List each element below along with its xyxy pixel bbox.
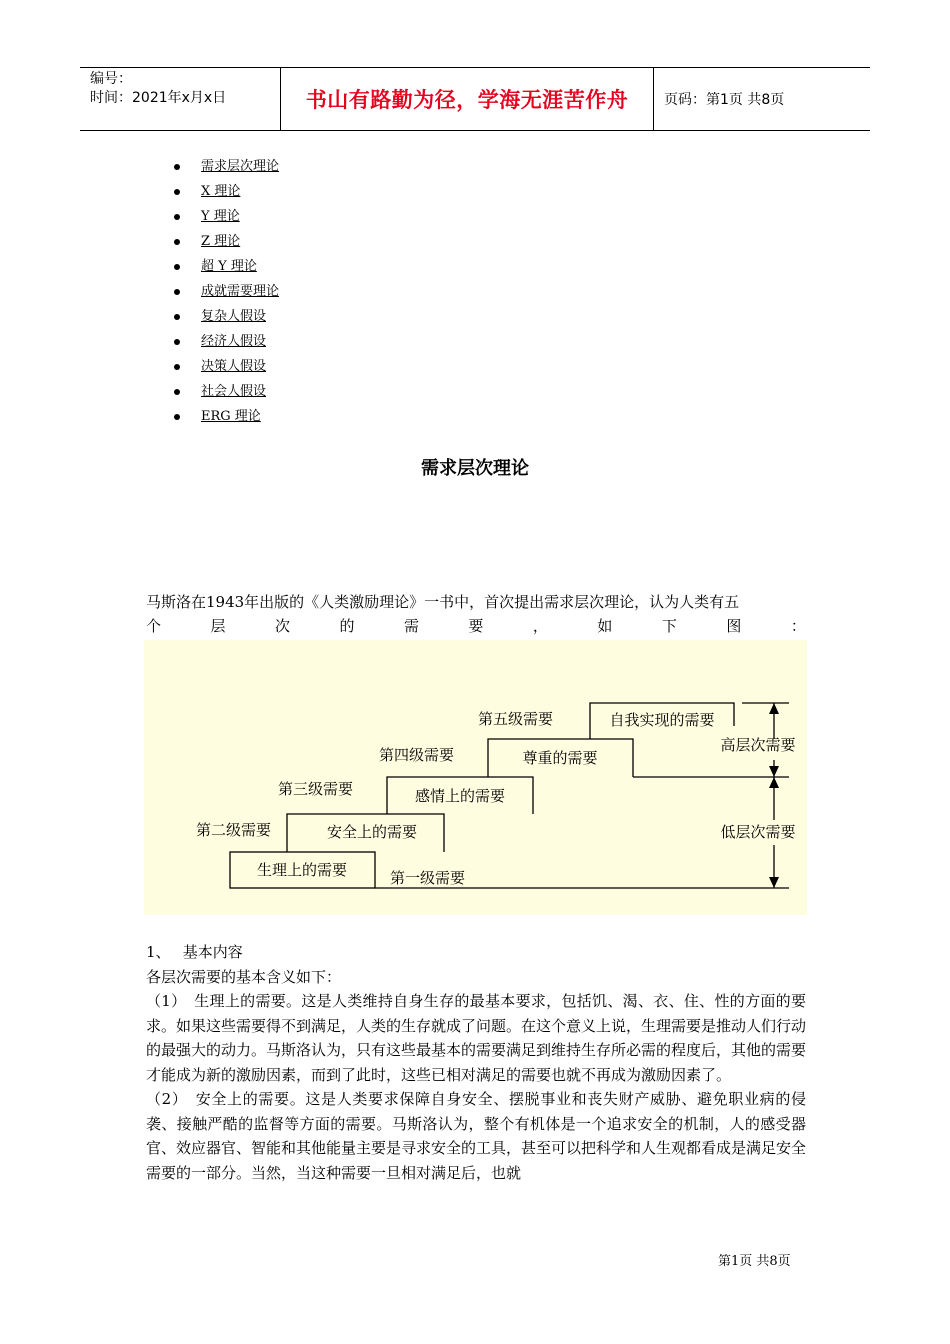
- table-of-contents: [146, 157, 279, 432]
- step-box-label: 尊重的需要: [522, 749, 598, 767]
- toc-item[interactable]: [146, 232, 279, 257]
- intro-line-2: [146, 614, 806, 638]
- step-box-label: 感情上的需要: [414, 787, 506, 805]
- intro-char: 要: [468, 617, 484, 635]
- intro-char: 图: [726, 617, 742, 635]
- header-meta: [80, 68, 281, 130]
- toc-item[interactable]: [146, 307, 279, 332]
- toc-item[interactable]: [146, 332, 279, 357]
- intro-line-1: 马斯洛在1943年出版的《人类激励理论》一书中，首次提出需求层次理论，认为人类有五: [146, 593, 740, 611]
- toc-link[interactable]: Z 理论: [201, 234, 241, 249]
- toc-link[interactable]: 需求层次理论: [201, 159, 280, 174]
- intro-char: 需: [403, 617, 419, 635]
- header-page-cell: [654, 68, 870, 130]
- arrowhead-down-icon: [769, 877, 779, 888]
- intro-char: 如: [597, 617, 613, 635]
- intro-char: 次: [274, 617, 290, 635]
- high-level-label: 高层次需要: [720, 736, 796, 754]
- intro-char: 的: [339, 617, 355, 635]
- toc-link[interactable]: 复杂人假设: [201, 309, 267, 324]
- paragraph-safety: （2） 安全上的需要。这是人类要求保障自身安全、摆脱事业和丧失财产威胁、避免职业病的侵袭、接触严酷的监督等方面的需要。马斯洛认为，整个有机体是一个追求安全的机制，人的感受器官、效应器官、智能和其他能量主要是寻求安全的工具，甚至可以把科学和人生观都看成是满足安全需要的一部分。当然，当这种需要一旦相对满足后，也就: [146, 1090, 807, 1182]
- step-level-label: 第二级需要: [196, 821, 272, 839]
- arrowhead-up-icon: [769, 777, 779, 788]
- toc-link[interactable]: 经济人假设: [201, 334, 267, 349]
- header-motto: 书山有路勤为径，学海无涯苦作舟: [305, 88, 629, 112]
- toc-item[interactable]: [146, 382, 279, 407]
- step-level-label: 第一级需要: [390, 869, 466, 887]
- step-level-label: 第五级需要: [478, 710, 554, 728]
- toc-link[interactable]: X 理论: [201, 184, 241, 199]
- document-number-label: 编号：: [90, 71, 132, 87]
- low-level-label: 低层次需要: [720, 823, 796, 841]
- header-page-number: 页码：第1页 共8页: [664, 92, 785, 108]
- toc-link[interactable]: 决策人假设: [201, 359, 267, 374]
- step-level-label: 第三级需要: [278, 780, 354, 798]
- body-content: [146, 940, 806, 1185]
- page-footer: 第1页 共8页: [718, 1254, 791, 1269]
- intro-char: 层: [210, 617, 226, 635]
- paragraph-physiological: （1） 生理上的需要。这是人类维持自身生存的最基本要求，包括饥、渴、衣、住、性的方面的要求。如果这些需要得不到满足，人类的生存就成了问题。在这个意义上说，生理需要是推动人们行动的最强大的动力。马斯洛认为，只有这些最基本的需要满足到维持生存所必需的程度后，其他的需要才能成为新的激励因素，而到了此时，这些已相对满足的需要也就不再成为激励因素了。: [146, 992, 807, 1084]
- section-heading: 1、 基本内容: [146, 943, 243, 961]
- intro-paragraph: [146, 590, 806, 638]
- arrowhead-up-icon: [769, 703, 779, 714]
- toc-item[interactable]: [146, 407, 279, 432]
- toc-link[interactable]: Y 理论: [201, 209, 240, 224]
- hierarchy-diagram-svg: [144, 640, 807, 915]
- arrowhead-down-icon: [769, 766, 779, 777]
- document-date-label: 时间：2021年x月x日: [90, 90, 227, 106]
- toc-link[interactable]: 社会人假设: [201, 384, 267, 399]
- toc-item[interactable]: [146, 257, 279, 282]
- intro-char: ：: [790, 617, 806, 635]
- step-level-label: 第四级需要: [379, 746, 455, 764]
- lead-paragraph: 各层次需要的基本含义如下：: [146, 967, 342, 986]
- step-box-label: 安全上的需要: [326, 823, 418, 841]
- step-box-label: 生理上的需要: [256, 861, 348, 879]
- hierarchy-diagram: [144, 640, 807, 915]
- toc-link[interactable]: ERG 理论: [201, 409, 261, 424]
- toc-item[interactable]: [146, 157, 279, 182]
- toc-item[interactable]: [146, 207, 279, 232]
- toc-item[interactable]: [146, 182, 279, 207]
- toc-link[interactable]: 超 Y 理论: [201, 259, 257, 274]
- step-box-label: 自我实现的需要: [609, 711, 715, 729]
- intro-char: ，: [532, 617, 548, 635]
- page-header: [80, 67, 870, 131]
- toc-item[interactable]: [146, 357, 279, 382]
- intro-char: 个: [146, 617, 162, 635]
- toc-item[interactable]: [146, 282, 279, 307]
- header-motto-cell: [281, 68, 654, 130]
- toc-link[interactable]: 成就需要理论: [201, 284, 280, 299]
- section-title: 需求层次理论: [421, 458, 529, 479]
- intro-char: 下: [661, 617, 677, 635]
